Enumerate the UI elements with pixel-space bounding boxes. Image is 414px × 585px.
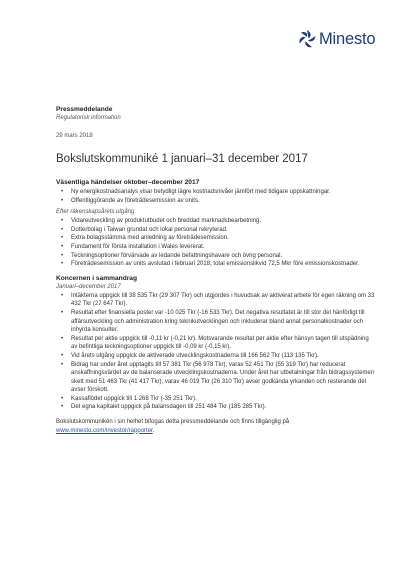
minesto-logo <box>296 28 375 50</box>
list-item: • Vidareutveckling av produktutbudet och breddad marknadsbearbetning. <box>71 217 376 226</box>
list-item: • Fundament för första installation i Wales levererat. <box>71 243 376 252</box>
list-item: • Företrädesemission av units avslutad i februari 2018, total emissionslikvid 72,5 Mkr före emissionskostnader. <box>71 260 376 269</box>
footer-body: Bokslutskommunikén i sin helhet bifogas detta pressmeddelande och finns tillgänglig på <box>56 419 290 426</box>
list-item: • Dotterbolag i Taiwan grundat och lokal personal rekryterad. <box>71 226 376 235</box>
release-date: 29 mars 2018 <box>56 133 93 139</box>
list-item: • Teckningsoptioner förvärvade av ledande befattningshavare och övrig personal. <box>71 252 376 261</box>
press-release-label: Pressmeddelande <box>56 106 113 113</box>
list-item: • Vid årets utgång uppgick de aktiverade utvecklingskostnaderna till 166 562 Tkr (113 135 Tkr). <box>71 352 376 361</box>
summary-heading: Koncernen i sammandrag <box>56 274 137 282</box>
summary-list <box>56 292 376 412</box>
list-item: • Kassaflödet uppgick till 1 268 Tkr (-35 251 Tkr). <box>71 395 376 404</box>
events-list <box>56 188 376 205</box>
list-item: • Extra bolagsstämma med anledning av företrädesemission. <box>71 234 376 243</box>
footer-suffix: . <box>152 427 155 434</box>
events-heading: Väsentliga händelser oktober–december 2017 <box>56 179 200 186</box>
list-item: • Offentliggörande av företrädesemission av units. <box>71 197 376 206</box>
regulatory-label: Regulatorisk information <box>56 115 121 121</box>
footer-text <box>56 418 376 435</box>
list-item: • Intäkterna uppgick till 38 535 Tkr (29 307 Tkr) och utgjordes i huvudsak av aktiverat arbete för egen räkning om 33 432 Tkr (27 647 Tkr). <box>71 292 376 309</box>
list-item: • Resultat per aktie uppgick till -0,11 kr (-0,21 kr). Motsvarande resultat per aktie efter hänsyn tagen till utspädning av befintliga teckningsoptioner uppgick till -0,09 kr (-0,15 kr). <box>71 335 376 352</box>
report-link[interactable]: www.minesto.com/investor/rapporter <box>56 427 153 434</box>
page-title: Bokslutskommuniké 1 januari–31 december 2017 <box>56 153 308 165</box>
after-list <box>56 217 376 269</box>
list-item: • Resultat efter finansiella poster var -10 025 Tkr (-16 533 Tkr). Det negativa resultatet är till stor del hänförligt till affärsutveckling och administration kring teknikutvecklingen och inkluderar bland annat personalkostnader och inhyrda konsulter. <box>71 309 376 335</box>
minesto-logo-icon <box>296 28 318 50</box>
list-item: • Det egna kapitalet uppgick på balansdagen till 251 484 Tkr (185 285 Tkr). <box>71 403 376 412</box>
press-release <box>56 106 376 435</box>
logo-text: Minesto <box>319 29 376 48</box>
after-heading: Efter räkenskapsårets utgång <box>56 209 135 216</box>
summary-period: Januari–december 2017 <box>56 283 121 290</box>
list-item: • Bidrag har under året upptagits till 57 381 Tkr (56 978 Tkr), varav 52 451 Tkr (55 319 Tkr) har reducerat anskaffningsvärdet av de balanserade utvecklingskostnaderna. Under året har utbetalningar från bidragssystemen skett med 51 463 Tkr (41 417 Tkr), varav 46 019 Tkr (26 310 Tkr) avser godkända yrkanden och resterande del avser förskott. <box>71 361 376 395</box>
list-item: • Ny energikostnadsanalys visar betydligt lägre kostnadsnivåer jämfört med tidigare uppskattningar. <box>71 188 376 197</box>
